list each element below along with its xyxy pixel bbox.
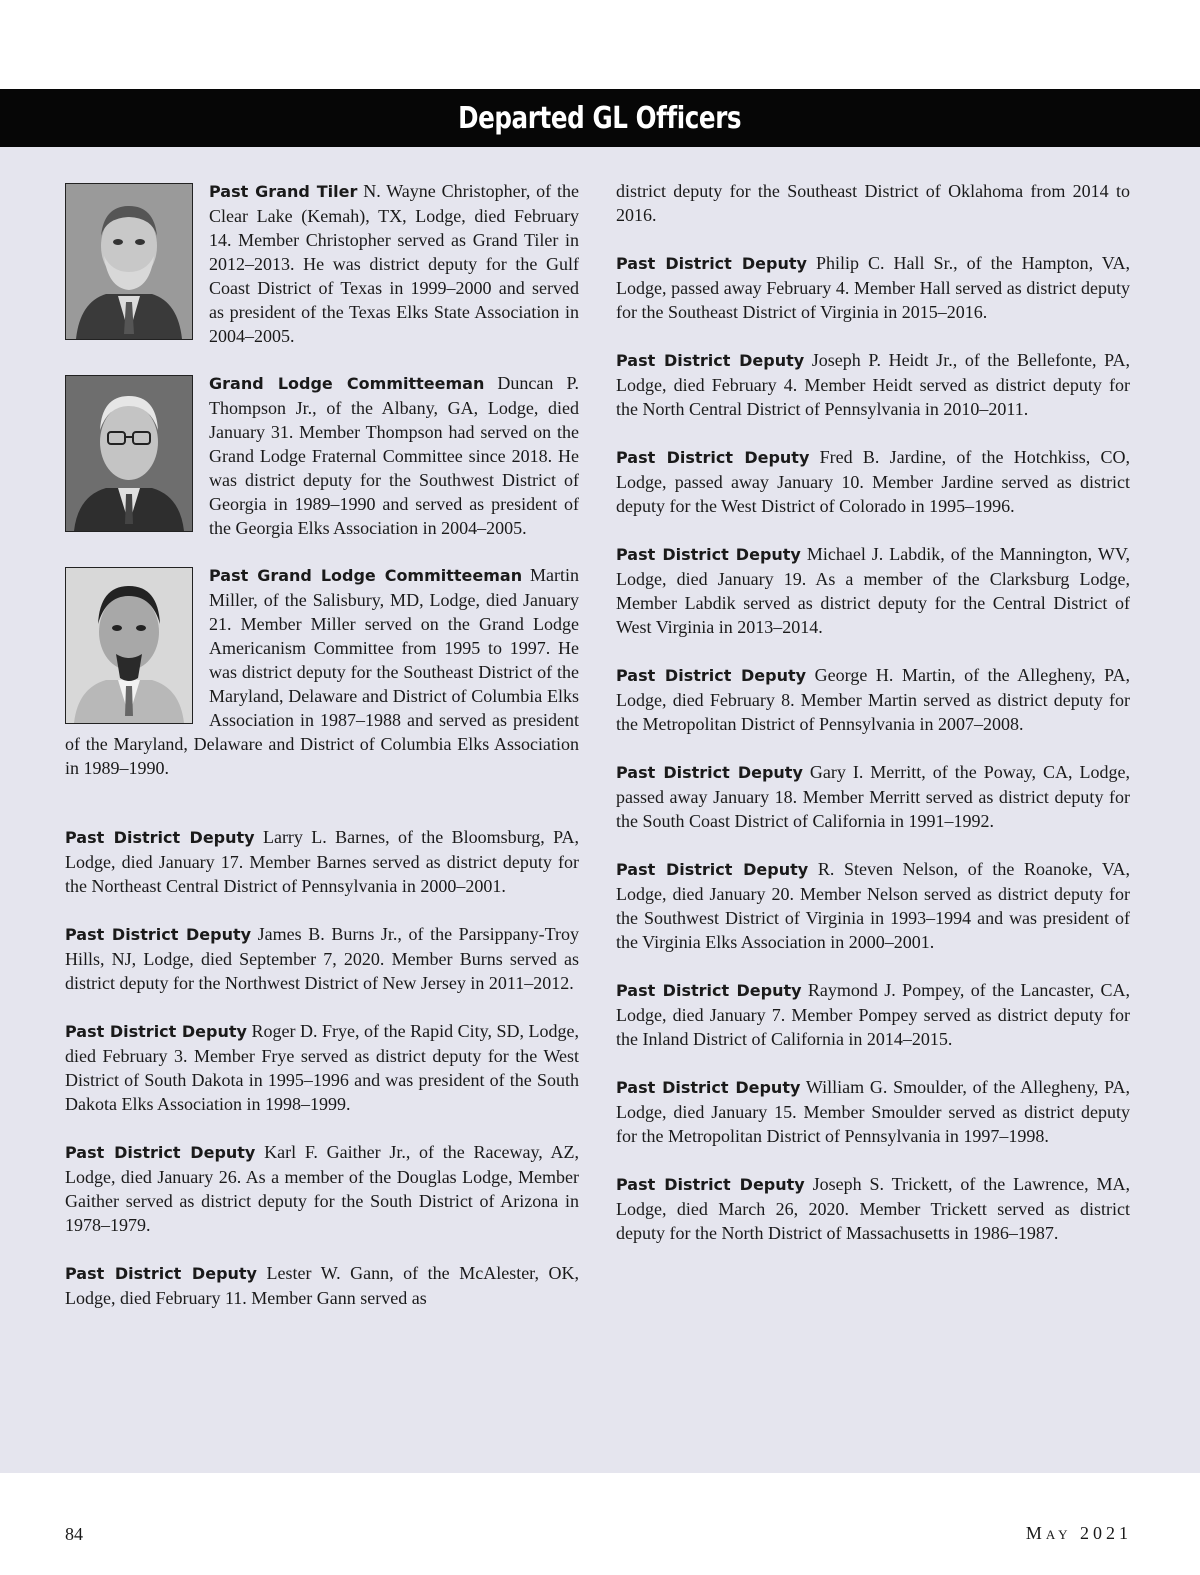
entry-body: George H. Martin, of the Allegheny, PA, Lodge, died February 8. Member Martin served as district deputy for the Metropolitan District of Pennsylvania in 2007–2008.	[616, 665, 1131, 734]
entry-body: Philip C. Hall Sr., of the Hampton, VA, Lodge, passed away February 4. Member Hall served as district deputy for the Southeast District of Virginia in 2015–2016.	[616, 253, 1130, 322]
obituary-entry	[65, 1019, 579, 1116]
entry-body: Gary I. Merritt, of the Poway, CA, Lodge, passed away January 18. Member Merritt served as district deputy for the South Coast District of California in 1991–1992.	[616, 762, 1131, 831]
portrait-man-glasses-icon	[66, 376, 192, 531]
obituary-entry	[616, 445, 1130, 518]
obituary-entry	[616, 542, 1130, 639]
obituary-entry	[65, 1140, 579, 1237]
obituary-entry	[65, 1261, 579, 1310]
entry-body: Fred B. Jardine, of the Hotchkiss, CO, Lodge, passed away January 10. Member Jardine served as district deputy for the West District of Colorado in 1995–1996.	[616, 447, 1131, 516]
obituary-entry	[616, 663, 1130, 736]
column-gap	[65, 803, 579, 825]
issue-date: May 2021	[1025, 1523, 1132, 1543]
obituary-entry	[616, 348, 1130, 421]
entry-body: James B. Burns Jr., of the Parsippany-Troy Hills, NJ, Lodge, died September 7, 2020. Member Burns served as district deputy for the Northwest District of New Jersey in 2011–2012.	[65, 924, 579, 993]
entry-title: Grand Lodge Committeeman	[209, 374, 485, 393]
entry-title: Past District Deputy	[616, 981, 802, 1000]
entry-title: Past Grand Tiler	[209, 182, 358, 201]
entry-body: Joseph S. Trickett, of the Lawrence, MA, Lodge, died March 26, 2020. Member Trickett served as district deputy for the North District of Massachusetts in 1986–1987.	[616, 1174, 1130, 1243]
entry-body: Roger D. Frye, of the Rapid City, SD, Lodge, died February 3. Member Frye served as district deputy for the West District of South Dakota in 1995–1996 and was president of the South Dakota Elks Association in 1998–1999.	[65, 1021, 580, 1114]
entry-title: Past District Deputy	[65, 1143, 256, 1162]
entry-title: Past District Deputy	[616, 763, 803, 782]
entry-body: district deputy for the Southeast District of Oklahoma from 2014 to 2016.	[616, 181, 1130, 225]
entry-body: Joseph P. Heidt Jr., of the Bellefonte, PA, Lodge, died February 4. Member Heidt served as district deputy for the North Central District of Pennsylvania in 2010–2011.	[616, 350, 1131, 419]
page-number: 84	[65, 1524, 83, 1544]
entry-title: Past District Deputy	[616, 351, 805, 370]
obituary-entry	[65, 825, 579, 898]
obituary-continuation	[616, 179, 1130, 227]
portrait-photo	[65, 183, 193, 340]
portrait-bearded-man-icon	[66, 184, 192, 339]
entry-body: William G. Smoulder, of the Allegheny, PA, Lodge, died January 15. Member Smoulder served as district deputy for the Metropolitan District of Pennsylvania in 1997–1998.	[616, 1077, 1131, 1146]
entry-body: Raymond J. Pompey, of the Lancaster, CA, Lodge, died January 7. Member Pompey served as district deputy for the Inland District of California in 2014–2015.	[616, 980, 1131, 1049]
right-column	[616, 179, 1130, 1269]
entry-body: Martin Miller, of the Salisbury, MD, Lodge, died January 21. Member Miller served on the Grand Lodge Americanism Committee from 1995 to 1997. He was district deputy for the Southeast District of the Maryland, Delaware and District of Columbia Elks Association in 1987–1988 and served as president of the Maryland, Delaware and District of Columbia Elks Association in 1989–1990.	[65, 565, 579, 778]
obituary-entry	[616, 1172, 1130, 1245]
entry-title: Past District Deputy	[616, 254, 807, 273]
entry-body: Karl F. Gaither Jr., of the Raceway, AZ, Lodge, died January 26. As a member of the Douglas Lodge, Member Gaither served as district deputy for the South District of Arizona in 1978–1979.	[65, 1142, 580, 1235]
obituary-entry	[616, 251, 1130, 324]
entry-title: Past Grand Lodge Committeeman	[209, 566, 523, 585]
section-banner	[0, 89, 1200, 147]
entry-title: Past District Deputy	[65, 925, 252, 944]
entry-body: Lester W. Gann, of the McAlester, OK, Lodge, died February 11. Member Gann served as	[65, 1263, 579, 1308]
obituary-entry	[616, 857, 1130, 954]
obituary-entry	[65, 179, 579, 348]
entry-title: Past District Deputy	[65, 1264, 257, 1283]
obituary-entry	[65, 563, 579, 780]
entry-title: Past District Deputy	[616, 545, 801, 564]
obituary-entry	[65, 371, 579, 540]
entry-title: Past District Deputy	[616, 1078, 801, 1097]
entry-body: N. Wayne Christopher, of the Clear Lake (Kemah), TX, Lodge, died February 14. Member Christopher served as Grand Tiler in 2012–2013. He was district deputy for the Gulf Coast District of Texas in 1999–2000 and served as president of the Texas Elks State Association in 2004–2005.	[209, 181, 579, 346]
portrait-man-goatee-icon	[66, 568, 192, 723]
obituary-entry	[616, 760, 1130, 833]
page-title: Departed GL Officers	[458, 100, 742, 136]
entry-body: Michael J. Labdik, of the Mannington, WV, Lodge, died January 19. As a member of the Clarksburg Lodge, Member Labdik served as district deputy for the Central District of West Virginia in 2013–2014.	[616, 544, 1131, 637]
entry-title: Past District Deputy	[616, 448, 810, 467]
obituary-entry	[616, 978, 1130, 1051]
obituary-entry	[616, 1075, 1130, 1148]
obituary-entry	[65, 922, 579, 995]
left-column	[65, 179, 579, 1334]
portrait-photo	[65, 567, 193, 724]
entry-body: R. Steven Nelson, of the Roanoke, VA, Lodge, died January 20. Member Nelson served as district deputy for the Southwest District of Virginia in 1993–1994 and was president of the Virginia Elks Association in 2000–2001.	[616, 859, 1131, 952]
entry-title: Past District Deputy	[616, 860, 809, 879]
entry-body: Duncan P. Thompson Jr., of the Albany, GA, Lodge, died January 31. Member Thompson had served on the Grand Lodge Fraternal Committee since 2018. He was district deputy for the Southwest District of Georgia in 1989–1990 and served as president of the Georgia Elks Association in 2004–2005.	[209, 373, 580, 538]
entry-title: Past District Deputy	[65, 1022, 247, 1041]
entry-body: Larry L. Barnes, of the Bloomsburg, PA, Lodge, died January 17. Member Barnes served as district deputy for the Northeast Central District of Pennsylvania in 2000–2001.	[65, 827, 580, 896]
entry-title: Past District Deputy	[616, 1175, 805, 1194]
entry-title: Past District Deputy	[616, 666, 807, 685]
entry-title: Past District Deputy	[65, 828, 255, 847]
portrait-photo	[65, 375, 193, 532]
